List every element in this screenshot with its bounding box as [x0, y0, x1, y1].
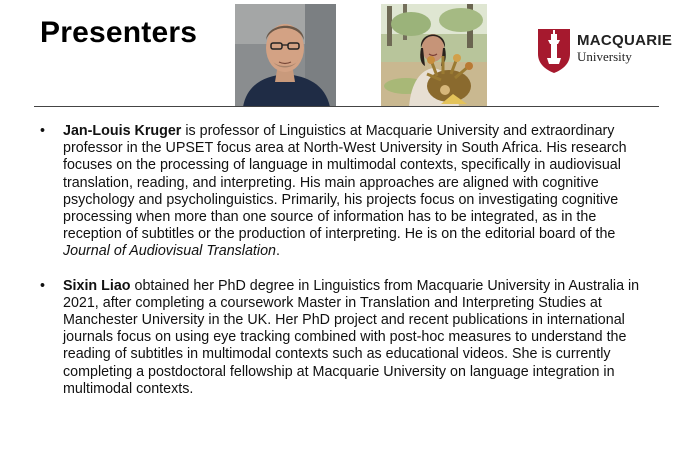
bullet-marker: • [40, 123, 46, 139]
list-item [40, 123, 650, 261]
portrait-man-image [235, 4, 336, 107]
logo-wordmark: MACQUARIE [577, 32, 673, 49]
presenter-list [40, 123, 650, 415]
bio-end: . [275, 243, 280, 260]
header-divider [34, 106, 659, 107]
journal-title: Journal of Audiovisual Translation [63, 243, 276, 260]
macquarie-university-logo [537, 28, 673, 76]
bullet-marker: • [40, 277, 46, 294]
presenter-bio: obtained her PhD degree in Linguistics from Macquarie University in Australia in 2021, after completing a coursework Master in Translation and Interpreting Studies at Manchester University in the UK. Her PhD project and recent publications in international journals focus on using eye tracking combined with post-hoc measures to understand the reading of subtitles in multimodal contexts such as educational videos. She is currently completing a postdoctoral fellowship at Macquarie University on language integration in multimodal contexts. [63, 277, 640, 397]
slide-title: Presenters [40, 16, 198, 49]
university-shield-icon [537, 28, 571, 74]
presenter-photo-liao [381, 4, 487, 107]
presenter-bio: is professor of Linguistics at Macquarie University and extraordinary professor in the UPSET focus area at North-West University in South Africa. His research focuses on the processing of language in multimodal contexts, specifically in audiovisual translation, reading, and interpreting. His main approaches are aligned with cognitive psychology and psycholinguistics. Primarily, his projects focus on investigating cognitive processing when more than one source of information has to be integrated, as in the reception of subtitles or the production of interpreting. He is on the editorial board of the [63, 123, 627, 243]
presenter-name: Jan-Louis Kruger [63, 123, 182, 139]
presenter-photo-kruger [235, 4, 336, 107]
presenter-name: Sixin Liao [63, 277, 131, 294]
logo-subtitle: University [577, 49, 632, 64]
list-item [40, 278, 650, 398]
portrait-woman-image [381, 4, 487, 107]
